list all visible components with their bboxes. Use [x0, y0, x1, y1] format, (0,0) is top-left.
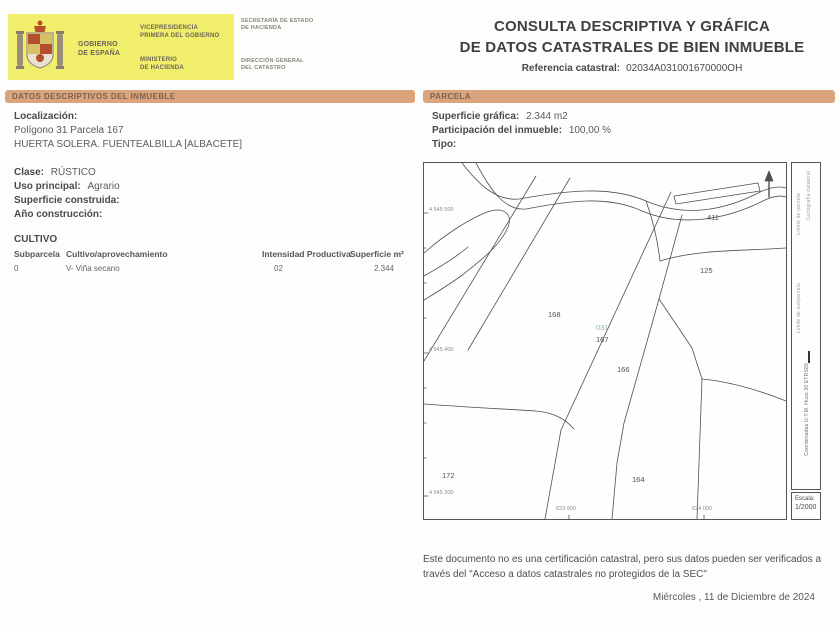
- document-title: [432, 16, 832, 74]
- parcel-label-168: 168: [548, 310, 561, 319]
- legend-line-sample: [808, 351, 810, 363]
- cultivo-cell-intensidad: 02: [274, 264, 283, 273]
- localizacion-label: Localización:: [14, 111, 78, 122]
- superficie-grafica-label: Superficie gráfica:: [432, 111, 520, 122]
- section-header-parcela: PARCELA: [423, 90, 835, 103]
- legend-item-3: Límite de subparcela: [796, 283, 802, 334]
- ministerio-line1: MINISTERIO: [140, 57, 178, 63]
- parcel-label-164: 164: [632, 475, 645, 484]
- referencia-value: 02034A031001670000OH: [626, 63, 743, 74]
- referencia-label: Referencia catastral:: [521, 63, 621, 74]
- legend-item-4: Coordenadas U.T.M. Huso 30 ETRS89: [804, 363, 810, 456]
- clase-row: [14, 166, 96, 179]
- superficie-construida-row: [14, 194, 124, 207]
- secretaria-estado-label: [241, 18, 313, 32]
- disclaimer-line1: Este documento no es una certificación catastral, pero sus datos pueden ser verificados a: [423, 554, 822, 565]
- legend-item-2: Límite de parcela: [796, 193, 802, 235]
- coord-label-north-3: 4 545 300: [429, 490, 454, 496]
- superficie-grafica-value: 2.344 m2: [526, 111, 568, 122]
- gobierno-de-espana-label: [78, 40, 120, 58]
- localizacion-line1: Polígono 31 Parcela 167: [14, 125, 124, 136]
- uso-principal-row: [14, 180, 120, 193]
- government-logo-box: [8, 14, 234, 80]
- referencia-catastral: [432, 63, 832, 74]
- cultivo-header-superficie: Superficie m²: [350, 249, 404, 259]
- vicepresidencia-line1: VICEPRESIDENCIA: [140, 25, 199, 31]
- direccion-line1: DIRECCIÓN GENERAL: [241, 58, 304, 64]
- cultivo-header-subparcela: Subparcela: [14, 249, 60, 259]
- coord-label-north-1: 4 545 500: [429, 207, 454, 213]
- direccion-general-label: [241, 58, 304, 72]
- title-line1: CONSULTA DESCRIPTIVA Y GRÁFICA: [493, 18, 770, 35]
- scale-box: [791, 492, 821, 520]
- cultivo-header-intensidad: Intensidad Productiva: [262, 249, 351, 259]
- cultivo-title: CULTIVO: [14, 234, 58, 245]
- map-legend-strip: [791, 162, 821, 490]
- parcel-label-411: 411: [707, 213, 719, 222]
- secretaria-line1: SECRETARÍA DE ESTADO: [241, 18, 314, 24]
- coord-label-east-1: 623 900: [556, 506, 576, 512]
- parcel-label-167: 167: [596, 335, 609, 344]
- parcel-label-125: 125: [700, 266, 713, 275]
- parcel-label-172: 172: [442, 471, 455, 480]
- uso-principal-label: Uso principal:: [14, 181, 81, 192]
- ministerio-label: [140, 56, 184, 72]
- tipo-label: Tipo:: [432, 139, 457, 150]
- superficie-grafica-row: [432, 110, 568, 123]
- coord-label-east-2: 624 000: [692, 506, 712, 512]
- gobierno-line1: GOBIERNO: [78, 41, 118, 48]
- section-header-datos-descriptivos: DATOS DESCRIPTIVOS DEL INMUEBLE: [5, 90, 415, 103]
- secretaria-line2: DE HACIENDA: [241, 25, 282, 31]
- scale-value: 1/2000: [795, 504, 817, 511]
- ministerio-line2: DE HACIENDA: [140, 65, 184, 71]
- cultivo-cell-superficie: 2.344: [374, 264, 395, 273]
- cultivo-cell-cultivo: V- Viña secano: [66, 264, 120, 273]
- disclaimer-line2: través del "Acceso a datos catastrales no protegidos de la SEC": [423, 569, 707, 580]
- title-line2: DE DATOS CATASTRALES DE BIEN INMUEBLE: [459, 39, 805, 56]
- parcel-label-166: 166: [617, 365, 630, 374]
- participacion-value: 100,00 %: [568, 125, 612, 136]
- anio-construccion-label: Año construcción:: [14, 209, 103, 220]
- coord-label-north-2: 4 545 400: [429, 347, 454, 353]
- scale-label: Escala:: [795, 496, 815, 502]
- localizacion-line2: HUERTA SOLERA. FUENTEALBILLA [ALBACETE]: [14, 139, 243, 150]
- superficie-construida-label: Superficie construida:: [14, 195, 120, 206]
- participacion-label: Participación del inmueble:: [432, 125, 563, 136]
- legend-item-1: Cartografía catastral: [806, 171, 812, 221]
- document-date: Miércoles , 11 de Diciembre de 2024: [652, 592, 815, 603]
- spain-coat-of-arms-icon: [14, 18, 66, 76]
- participacion-row: [432, 124, 611, 137]
- cadastral-map: [423, 162, 787, 520]
- clase-label: Clase:: [14, 167, 45, 178]
- anio-construccion-row: [14, 208, 106, 221]
- cultivo-cell-subparcela: 0: [14, 264, 19, 273]
- vicepresidencia-label: [140, 24, 219, 40]
- parcel-label-031: 031: [596, 323, 609, 332]
- clase-value: RÚSTICO: [50, 167, 96, 178]
- uso-principal-value: Agrario: [87, 181, 120, 192]
- gobierno-line2: DE ESPAÑA: [78, 50, 121, 57]
- cultivo-header-cultivo: Cultivo/aprovechamiento: [66, 249, 168, 259]
- direccion-line2: DEL CATASTRO: [241, 65, 286, 71]
- vicepresidencia-line2: PRIMERA DEL GOBIERNO: [140, 33, 220, 39]
